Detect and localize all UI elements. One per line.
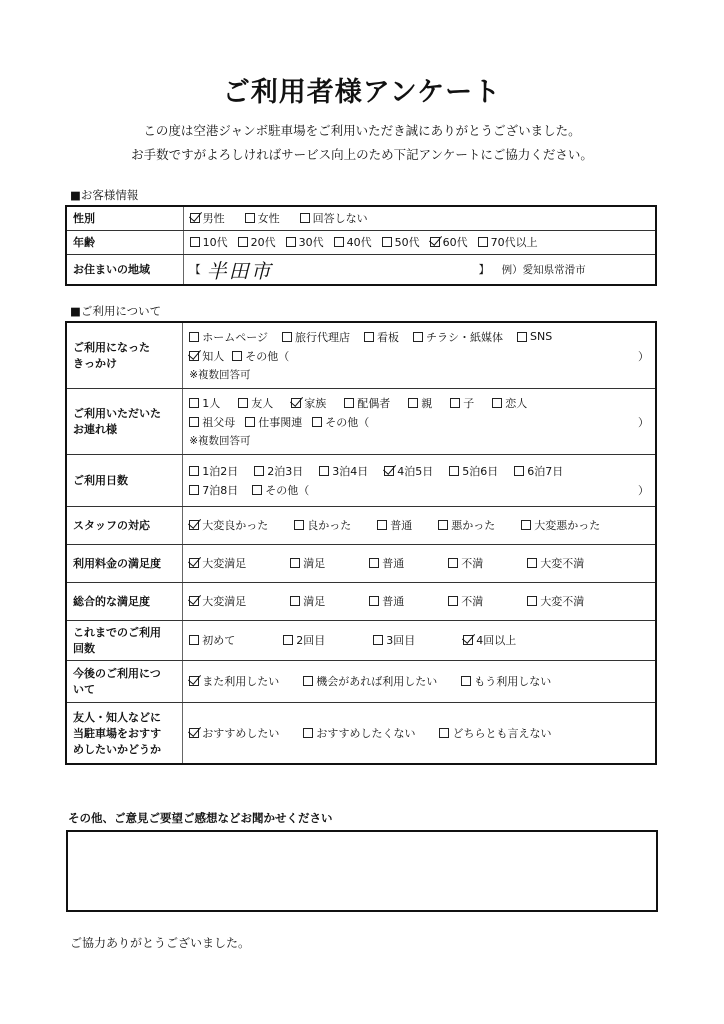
visits-options <box>183 620 656 660</box>
checked-checkbox-icon[interactable] <box>463 635 473 645</box>
gender-option[interactable] <box>300 210 368 226</box>
residence-field[interactable] <box>183 254 656 285</box>
gender-option-label: 男性 <box>202 212 225 226</box>
overall-option-label: 大変満足 <box>202 595 247 608</box>
overall-option[interactable] <box>290 593 325 609</box>
gender-options <box>183 206 656 230</box>
customer-info-table <box>65 205 657 286</box>
checkbox-icon[interactable] <box>478 237 488 247</box>
staff-options <box>183 506 656 544</box>
gender-label: 性別 <box>66 206 183 230</box>
overall-option[interactable] <box>369 593 404 609</box>
staff-option-label: 普通 <box>390 519 413 532</box>
staff-option[interactable] <box>521 517 600 533</box>
companion-option-label: 1人 <box>202 396 221 410</box>
recommend-option-label: おすすめしたくない <box>316 726 416 740</box>
companion-option[interactable] <box>189 395 220 411</box>
checkbox-icon[interactable] <box>189 398 199 408</box>
companion-option[interactable] <box>344 395 390 411</box>
checkbox-icon[interactable] <box>252 485 262 495</box>
companion-option-label: 家族 <box>304 396 327 410</box>
intro-line-1: この度は空港ジャンボ駐車場をご利用いただき誠にありがとうございました。 <box>143 123 581 138</box>
recommend-label-line2: 当駐車場をおすす <box>73 726 162 740</box>
checkbox-icon[interactable] <box>438 520 448 530</box>
checked-checkbox-icon[interactable] <box>291 398 301 408</box>
price-option-label: 普通 <box>382 557 405 570</box>
days-options <box>183 454 656 506</box>
checkbox-icon[interactable] <box>303 728 313 738</box>
checkbox-icon[interactable] <box>373 635 383 645</box>
checkbox-icon[interactable] <box>319 466 329 476</box>
overall-option-label: 不満 <box>461 595 484 608</box>
checkbox-icon[interactable] <box>344 398 354 408</box>
age-option-label: 50代 <box>394 236 420 249</box>
comments-label: その他、ご意見ご要望ご感想などお聞かせください <box>68 811 333 825</box>
age-option-label: 70代以上 <box>490 236 538 249</box>
age-label: 年齢 <box>66 230 183 254</box>
checkbox-icon[interactable] <box>413 332 423 342</box>
companions-label <box>66 388 183 454</box>
days-option-label: 3泊4日 <box>332 464 369 478</box>
companion-option-label: 友人 <box>251 396 274 410</box>
days-option-label: 5泊6日 <box>462 464 499 478</box>
companion-option-label: 親 <box>421 396 433 410</box>
age-option-label: 20代 <box>250 236 276 249</box>
age-option-label: 30代 <box>298 236 324 249</box>
checkbox-icon[interactable] <box>290 558 300 568</box>
trigger-other-option[interactable] <box>189 348 224 364</box>
companion-other-option-label: 祖父母 <box>202 415 236 429</box>
price-option-label: 不満 <box>461 557 484 570</box>
checkbox-icon[interactable] <box>290 596 300 606</box>
overall-option-label: 満足 <box>303 595 326 608</box>
companion-other-option-label: 仕事関連 <box>258 415 303 429</box>
age-option-label: 40代 <box>346 236 372 249</box>
thanks-text: ご協力ありがとうございました。 <box>70 936 251 950</box>
companions-options <box>183 388 656 454</box>
days-other-option[interactable] <box>189 482 238 498</box>
checkbox-icon[interactable] <box>245 417 255 427</box>
trigger-option[interactable] <box>413 329 503 345</box>
trigger-label <box>66 322 183 388</box>
staff-option-label: 良かった <box>307 519 352 532</box>
price-option-label: 大変満足 <box>202 557 247 570</box>
checked-checkbox-icon[interactable] <box>430 237 440 247</box>
checkbox-icon[interactable] <box>238 237 248 247</box>
overall-options <box>183 582 656 620</box>
checked-checkbox-icon[interactable] <box>189 676 199 686</box>
checkbox-icon[interactable] <box>527 596 537 606</box>
checkbox-icon[interactable] <box>334 237 344 247</box>
residence-close-bracket: 】 <box>478 263 490 276</box>
days-other-option-label: その他（ <box>265 483 310 497</box>
checkbox-icon[interactable] <box>189 466 199 476</box>
companion-option-label: 配偶者 <box>357 396 391 410</box>
checkbox-icon[interactable] <box>369 558 379 568</box>
price-option[interactable] <box>290 555 325 571</box>
checked-checkbox-icon[interactable] <box>190 213 200 223</box>
trigger-option-label: チラシ・紙媒体 <box>426 330 504 344</box>
visits-label <box>66 620 183 660</box>
days-option[interactable] <box>254 463 303 479</box>
checkbox-icon[interactable] <box>382 237 392 247</box>
staff-option-label: 悪かった <box>451 519 496 532</box>
companion-option-label: 恋人 <box>505 396 528 410</box>
trigger-note: ※複数回答可 <box>189 368 251 381</box>
checkbox-icon[interactable] <box>282 332 292 342</box>
future-options <box>183 660 656 702</box>
residence-value[interactable]: 半田市 <box>206 258 273 283</box>
companions-label-line2: お連れ様 <box>73 423 117 436</box>
overall-option[interactable] <box>448 593 483 609</box>
overall-label: 総合的な満足度 <box>66 582 183 620</box>
age-option-label: 60代 <box>442 236 468 249</box>
checked-checkbox-icon[interactable] <box>189 558 199 568</box>
checkbox-icon[interactable] <box>439 728 449 738</box>
days-option[interactable] <box>189 463 238 479</box>
visits-label-line2: 回数 <box>73 642 95 655</box>
companions-other-close: ） <box>638 415 649 429</box>
checkbox-icon[interactable] <box>245 213 255 223</box>
future-label-line2: いて <box>73 683 95 696</box>
visits-option[interactable] <box>283 632 325 648</box>
staff-option-label: 大変良かった <box>202 519 269 532</box>
checkbox-icon[interactable] <box>517 332 527 342</box>
companion-option[interactable] <box>291 395 326 411</box>
checked-checkbox-icon[interactable] <box>189 351 199 361</box>
companion-other-option-label: その他（ <box>325 415 370 429</box>
days-other-close: ） <box>638 483 649 497</box>
recommend-label-line3: めしたいかどうか <box>73 742 161 756</box>
age-option[interactable] <box>190 234 228 250</box>
staff-option[interactable] <box>438 517 495 533</box>
checked-checkbox-icon[interactable] <box>189 520 199 530</box>
future-option-label: 機会があれば利用したい <box>316 675 438 688</box>
checkbox-icon[interactable] <box>190 237 200 247</box>
days-option[interactable] <box>319 463 368 479</box>
overall-option-label: 普通 <box>382 595 405 608</box>
gender-option-label: 女性 <box>257 212 280 226</box>
companion-option[interactable] <box>450 395 474 411</box>
recommend-label-line1: 友人・知人などに <box>73 710 161 724</box>
residence-label: お住まいの地域 <box>66 254 183 285</box>
price-option[interactable] <box>189 555 246 571</box>
trigger-other-option-label: 知人 <box>202 349 225 363</box>
future-option[interactable] <box>303 673 437 689</box>
checkbox-icon[interactable] <box>514 466 524 476</box>
residence-example: 例）愛知県常滑市 <box>501 263 586 276</box>
days-option-label: 6泊7日 <box>527 464 564 478</box>
checkbox-icon[interactable] <box>492 398 502 408</box>
checkbox-icon[interactable] <box>450 398 460 408</box>
days-option-label: 1泊2日 <box>202 464 239 478</box>
staff-option-label: 大変悪かった <box>534 519 601 532</box>
price-options <box>183 544 656 582</box>
recommend-label <box>66 702 183 764</box>
checkbox-icon[interactable] <box>449 466 459 476</box>
checkbox-icon[interactable] <box>364 332 374 342</box>
future-option[interactable] <box>189 673 279 689</box>
future-label <box>66 660 183 702</box>
overall-option[interactable] <box>527 593 584 609</box>
days-option[interactable] <box>449 463 498 479</box>
trigger-options <box>183 322 656 388</box>
age-option[interactable] <box>334 234 372 250</box>
checkbox-icon[interactable] <box>286 237 296 247</box>
overall-option-label: 大変不満 <box>540 595 585 608</box>
checkbox-icon[interactable] <box>232 351 242 361</box>
page-title: ご利用者様アンケート <box>222 77 502 108</box>
visits-option[interactable] <box>373 632 415 648</box>
trigger-option-label: 看板 <box>377 330 400 344</box>
age-option-label: 10代 <box>202 236 228 249</box>
price-option[interactable] <box>527 555 584 571</box>
comments-textarea[interactable] <box>66 830 658 912</box>
trigger-other-close: ） <box>638 349 649 363</box>
overall-option[interactable] <box>189 593 246 609</box>
price-option-label: 満足 <box>303 557 326 570</box>
trigger-option-label: SNS <box>530 330 553 344</box>
trigger-label-line1: ご利用になった <box>73 341 150 355</box>
trigger-option-label: 旅行代理店 <box>295 330 351 344</box>
visits-option-label: 2回目 <box>296 634 326 647</box>
checkbox-icon[interactable] <box>408 398 418 408</box>
future-option-label: また利用したい <box>202 675 280 688</box>
checkbox-icon[interactable] <box>377 520 387 530</box>
customer-info-heading: ■お客様情報 <box>70 188 139 202</box>
visits-label-line1: これまでのご利用 <box>73 626 161 639</box>
days-other-option-label: 7泊8日 <box>202 483 239 497</box>
checked-checkbox-icon[interactable] <box>189 728 199 738</box>
checkbox-icon[interactable] <box>312 417 322 427</box>
intro-line-2: お手数ですがよろしければサービス向上のため下記アンケートにご協力ください。 <box>131 147 593 162</box>
days-option[interactable] <box>384 463 433 479</box>
checkbox-icon[interactable] <box>448 596 458 606</box>
visits-option-label: 3回目 <box>386 634 416 647</box>
days-other-option[interactable] <box>252 482 309 498</box>
staff-option[interactable] <box>294 517 351 533</box>
usage-heading: ■ご利用について <box>70 304 162 318</box>
visits-option-label: 4回以上 <box>476 634 517 647</box>
age-option[interactable] <box>478 234 538 250</box>
recommend-options <box>183 702 656 764</box>
checkbox-icon[interactable] <box>303 676 313 686</box>
companions-note: ※複数回答可 <box>189 434 251 447</box>
checkbox-icon[interactable] <box>369 596 379 606</box>
days-option-label: 4泊5日 <box>397 464 434 478</box>
trigger-other-option[interactable] <box>232 348 289 364</box>
checkbox-icon[interactable] <box>300 213 310 223</box>
price-option[interactable] <box>369 555 404 571</box>
checkbox-icon[interactable] <box>527 558 537 568</box>
days-option-label: 2泊3日 <box>267 464 304 478</box>
companion-option[interactable] <box>238 395 273 411</box>
usage-table <box>65 321 657 765</box>
companion-other-option[interactable] <box>312 414 369 430</box>
trigger-option[interactable] <box>364 329 399 345</box>
checkbox-icon[interactable] <box>283 635 293 645</box>
companion-other-option[interactable] <box>189 414 235 430</box>
checkbox-icon[interactable] <box>189 635 199 645</box>
price-label: 利用料金の満足度 <box>66 544 183 582</box>
recommend-option[interactable] <box>439 725 551 741</box>
gender-option[interactable] <box>245 210 280 226</box>
residence-open-bracket: 【 <box>189 263 201 276</box>
visits-option-label: 初めて <box>202 634 236 647</box>
visits-option[interactable] <box>463 632 516 648</box>
trigger-option[interactable] <box>282 329 350 345</box>
trigger-label-line2: きっかけ <box>73 357 117 371</box>
gender-option-label: 回答しない <box>312 212 368 226</box>
checkbox-icon[interactable] <box>448 558 458 568</box>
price-option-label: 大変不満 <box>540 557 585 570</box>
recommend-option[interactable] <box>189 725 279 741</box>
checkbox-icon[interactable] <box>238 398 248 408</box>
checked-checkbox-icon[interactable] <box>384 466 394 476</box>
future-option-label: もう利用しない <box>474 675 552 688</box>
checkbox-icon[interactable] <box>189 485 199 495</box>
checkbox-icon[interactable] <box>294 520 304 530</box>
companion-other-option[interactable] <box>245 414 302 430</box>
checkbox-icon[interactable] <box>189 417 199 427</box>
staff-option[interactable] <box>189 517 268 533</box>
recommend-option-label: おすすめしたい <box>202 726 280 740</box>
staff-label: スタッフの対応 <box>66 506 183 544</box>
visits-option[interactable] <box>189 632 235 648</box>
price-option[interactable] <box>448 555 483 571</box>
companion-option[interactable] <box>492 395 527 411</box>
checkbox-icon[interactable] <box>521 520 531 530</box>
days-option[interactable] <box>514 463 563 479</box>
checkbox-icon[interactable] <box>461 676 471 686</box>
future-option[interactable] <box>461 673 551 689</box>
trigger-other-option-label: その他（ <box>245 349 290 363</box>
days-label: ご利用日数 <box>66 454 183 506</box>
age-options <box>183 230 656 254</box>
age-option[interactable] <box>286 234 324 250</box>
companion-option-label: 子 <box>463 396 475 410</box>
trigger-option[interactable] <box>517 330 552 343</box>
age-option[interactable] <box>382 234 420 250</box>
companions-label-line1: ご利用いただいた <box>73 407 161 420</box>
checked-checkbox-icon[interactable] <box>189 596 199 606</box>
trigger-option-label: ホームページ <box>202 330 269 344</box>
checkbox-icon[interactable] <box>189 332 199 342</box>
recommend-option-label: どちらとも言えない <box>452 726 552 740</box>
future-label-line1: 今後のご利用につ <box>73 667 161 680</box>
age-option[interactable] <box>238 234 276 250</box>
trigger-option[interactable] <box>189 329 268 345</box>
staff-option[interactable] <box>377 517 412 533</box>
recommend-option[interactable] <box>303 725 415 741</box>
companion-option[interactable] <box>408 395 432 411</box>
age-option[interactable] <box>430 234 468 250</box>
checkbox-icon[interactable] <box>254 466 264 476</box>
gender-option[interactable] <box>190 210 225 226</box>
